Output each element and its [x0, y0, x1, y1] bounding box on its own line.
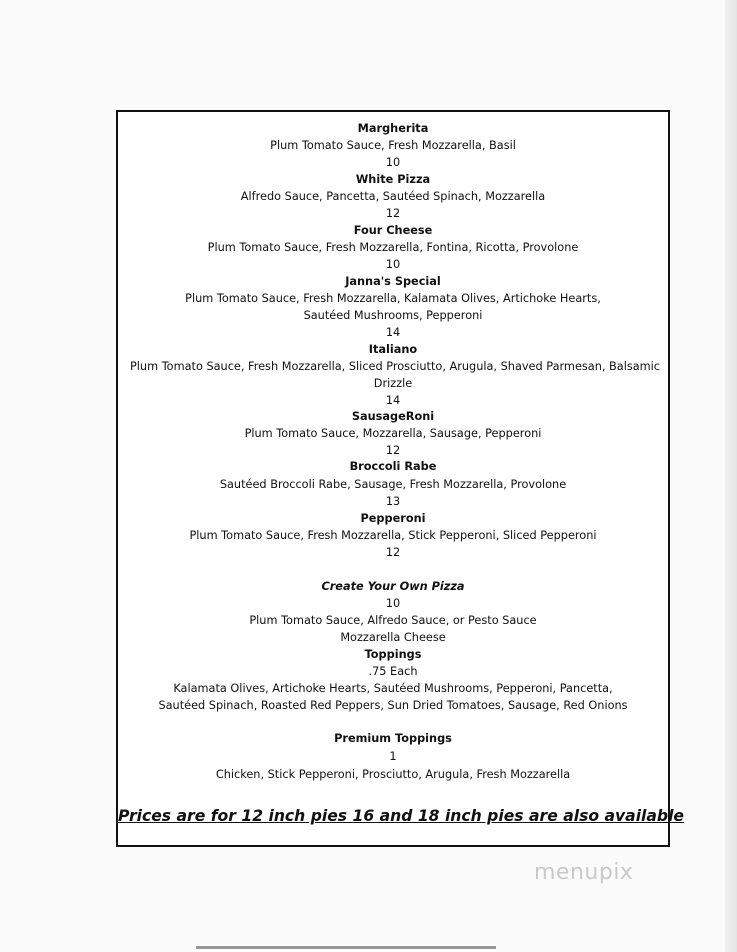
item-name-pepperoni: Pepperoni [360, 512, 426, 525]
item-name-four-cheese: Four Cheese [353, 224, 433, 237]
item-description-italiano-line1: Plum Tomato Sauce, Fresh Mozzarella, Sliced Prosciutto, Arugula, Shaved Parmesan, Balsamic [129, 360, 661, 373]
toppings-title: Toppings [364, 648, 422, 661]
create-your-own-cheese: Mozzarella Cheese [340, 631, 446, 644]
toppings-price: .75 Each [368, 665, 418, 678]
item-name-margherita: Margherita [357, 122, 429, 135]
item-name-sausageroni: SausageRoni [351, 410, 435, 423]
item-price-pepperoni: 12 [385, 546, 401, 559]
toppings-list-line2: Sautéed Spinach, Roasted Red Peppers, Sun Dried Tomatoes, Sausage, Red Onions [158, 699, 628, 712]
item-price-broccoli-rabe: 13 [385, 495, 401, 508]
item-description-pepperoni: Plum Tomato Sauce, Fresh Mozzarella, Stick Pepperoni, Sliced Pepperoni [189, 529, 597, 542]
item-description-sausageroni: Plum Tomato Sauce, Mozzarella, Sausage, Pepperoni [244, 427, 542, 440]
page-edge-shadow [725, 0, 737, 952]
create-your-own-sauces: Plum Tomato Sauce, Alfredo Sauce, or Pesto Sauce [249, 614, 537, 627]
premium-toppings-list: Chicken, Stick Pepperoni, Prosciutto, Arugula, Fresh Mozzarella [215, 768, 571, 781]
premium-toppings-price: 1 [389, 750, 397, 763]
premium-toppings-title: Premium Toppings [334, 732, 452, 745]
item-description-jannas-special-line1: Plum Tomato Sauce, Fresh Mozzarella, Kalamata Olives, Artichoke Hearts, [185, 292, 601, 305]
item-price-jannas-special: 14 [385, 326, 401, 339]
toppings-list-line1: Kalamata Olives, Artichoke Hearts, Sautéed Mushrooms, Pepperoni, Pancetta, [173, 682, 613, 695]
item-name-italiano: Italiano [368, 343, 418, 356]
page-bottom-edge [196, 946, 496, 949]
item-description-jannas-special-line2: Sautéed Mushrooms, Pepperoni [303, 309, 483, 322]
item-name-white-pizza: White Pizza [355, 173, 431, 186]
watermark-logo: menupix [534, 860, 634, 885]
item-description-italiano-line2: Drizzle [373, 377, 413, 390]
item-price-margherita: 10 [385, 156, 401, 169]
create-your-own-title: Create Your Own Pizza [321, 580, 465, 593]
item-price-four-cheese: 10 [385, 258, 401, 271]
item-description-white-pizza: Alfredo Sauce, Pancetta, Sautéed Spinach, Mozzarella [240, 190, 546, 203]
item-name-broccoli-rabe: Broccoli Rabe [349, 460, 437, 473]
item-price-sausageroni: 12 [385, 444, 401, 457]
item-description-margherita: Plum Tomato Sauce, Fresh Mozzarella, Basil [270, 139, 516, 152]
pricing-footer-note: Prices are for 12 inch pies 16 and 18 inch pies are also available [118, 807, 684, 825]
create-your-own-price: 10 [385, 597, 401, 610]
item-description-four-cheese: Plum Tomato Sauce, Fresh Mozzarella, Fontina, Ricotta, Provolone [207, 241, 579, 254]
item-description-broccoli-rabe: Sautéed Broccoli Rabe, Sausage, Fresh Mozzarella, Provolone [219, 478, 567, 491]
menu-box [116, 110, 684, 847]
item-price-italiano: 14 [385, 394, 401, 407]
item-price-white-pizza: 12 [385, 207, 401, 220]
item-name-jannas-special: Janna's Special [345, 275, 441, 288]
